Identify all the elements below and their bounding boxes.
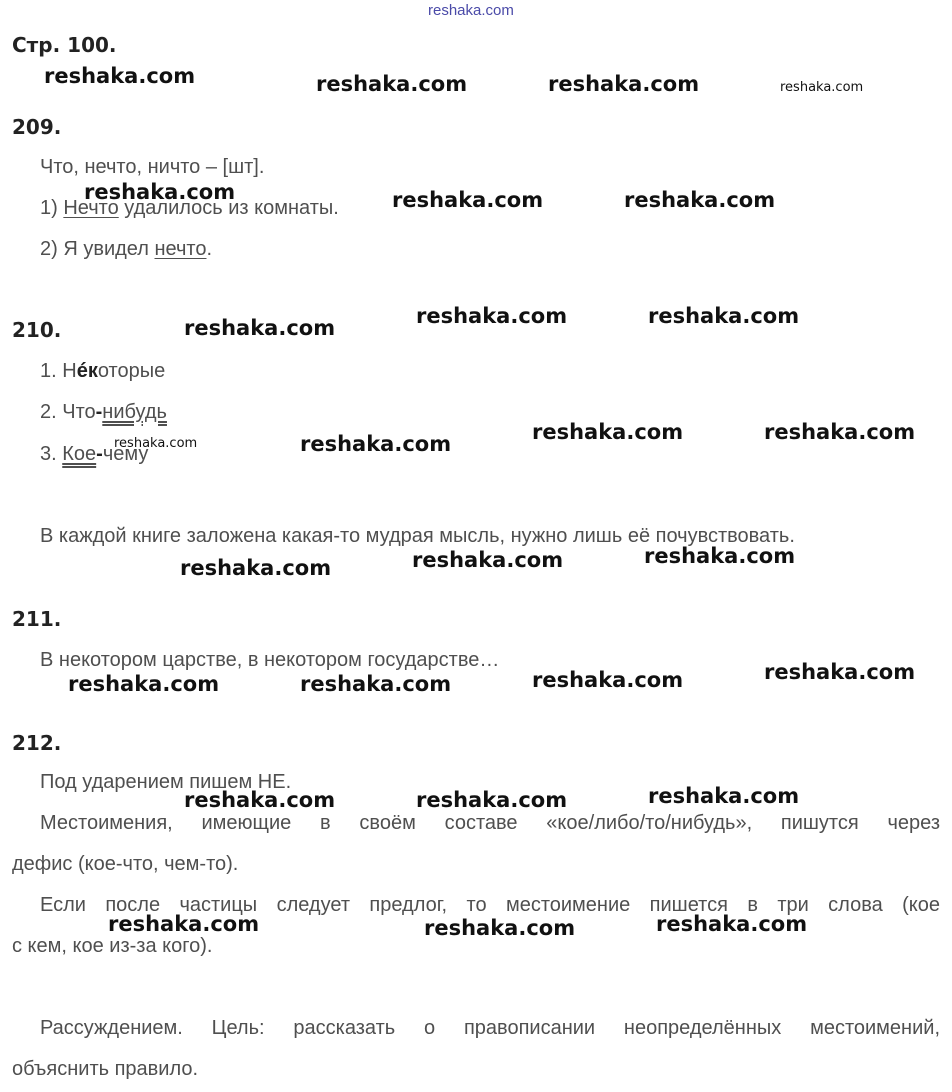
watermark: reshaka.com: [412, 548, 564, 572]
exercise-209-rule: Что, нечто, ничто – [шт].: [40, 156, 265, 178]
exercise-210-number: 210.: [12, 318, 62, 342]
watermark: reshaka.com: [764, 420, 916, 444]
item-number: 1.: [40, 360, 63, 382]
exercise-210-sentence: В каждой книге заложена какая-то мудрая мысль, нужно лишь её почувствовать.: [40, 525, 795, 547]
watermark: reshaka.com: [68, 672, 220, 696]
watermark: reshaka.com: [84, 180, 236, 204]
watermark-top: reshaka.com: [428, 2, 514, 19]
item-number: 2. Что: [40, 401, 96, 423]
underlined-word-object: нечто: [154, 238, 207, 260]
page-header: Стр. 100.: [12, 33, 117, 57]
exercise-212-paragraph-1: Под ударением пишем НЕ.: [40, 771, 292, 793]
exercise-209-sentence-2: [40, 238, 212, 261]
item-letter-bold: к: [87, 360, 98, 382]
watermark: reshaka.com: [532, 668, 684, 692]
watermark: reshaka.com: [532, 420, 684, 444]
watermark: reshaka.com: [392, 188, 544, 212]
watermark: reshaka.com: [424, 916, 576, 940]
watermark: reshaka.com: [184, 788, 336, 812]
watermark-small: reshaka.com: [780, 80, 864, 95]
sentence-start: 2) Я увидел: [40, 238, 155, 260]
hyphen: -: [95, 401, 103, 423]
watermark: reshaka.com: [316, 72, 468, 96]
watermark: reshaka.com: [184, 316, 336, 340]
stressed-letter: é: [76, 360, 88, 382]
watermark: reshaka.com: [180, 556, 332, 580]
sentence-number: 1): [40, 197, 64, 219]
exercise-211-text: В некотором царстве, в некотором государстве…: [40, 649, 500, 671]
exercise-212-number: 212.: [12, 731, 62, 755]
watermark: reshaka.com: [624, 188, 776, 212]
item-rest: оторые: [97, 360, 166, 382]
watermark: reshaka.com: [416, 304, 568, 328]
watermark: reshaka.com: [648, 304, 800, 328]
exercise-211-number: 211.: [12, 607, 62, 631]
watermark: reshaka.com: [764, 660, 916, 684]
watermark: reshaka.com: [108, 912, 260, 936]
exercise-212-paragraph-3-line-1: Если после частицы следует предлог, то местоимение пишется в три слова (кое: [40, 894, 940, 916]
sentence-rest: удалилось из комнаты.: [118, 197, 339, 219]
watermark: reshaka.com: [648, 784, 800, 808]
watermark: reshaka.com: [300, 672, 452, 696]
exercise-212-paragraph-4-line-1: Рассуждением. Цель: рассказать о правописании неопределённых местоимений,: [40, 1017, 940, 1039]
watermark: reshaka.com: [300, 432, 452, 456]
item-letter: Н: [62, 360, 77, 382]
watermark: reshaka.com: [644, 544, 796, 568]
double-underlined-suffix: нибудь: [102, 401, 167, 423]
exercise-212-paragraph-4-line-2: объяснить правило.: [12, 1058, 199, 1080]
exercise-212-paragraph-2-line-2: дефис (кое-что, чем-то).: [12, 853, 239, 875]
exercise-210-item-1: [40, 360, 165, 383]
item-rest: чему: [102, 443, 149, 465]
watermark-small: reshaka.com: [114, 436, 198, 451]
hyphen: -: [96, 443, 103, 465]
exercise-212-paragraph-2-line-1: Местоимения, имеющие в своём составе «кое/либо/то/нибудь», пишутся через: [40, 812, 940, 834]
exercise-212-paragraph-3-line-2: с кем, кое из-за кого).: [12, 935, 213, 957]
watermark: reshaka.com: [44, 64, 196, 88]
watermark: reshaka.com: [416, 788, 568, 812]
watermark: reshaka.com: [656, 912, 808, 936]
exercise-209-number: 209.: [12, 115, 62, 139]
underlined-word-subject: Нечто: [63, 197, 119, 219]
double-underlined-prefix: Кое: [62, 443, 97, 465]
watermark: reshaka.com: [548, 72, 700, 96]
exercise-210-item-2: [40, 401, 167, 424]
sentence-end: .: [206, 238, 213, 260]
item-number: 3.: [40, 443, 63, 465]
